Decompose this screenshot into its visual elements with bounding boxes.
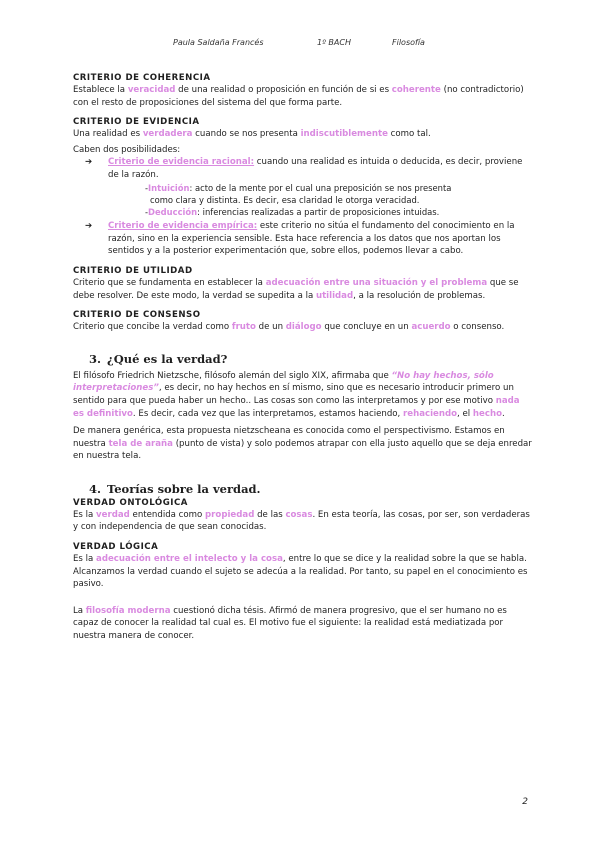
keyword: veracidad: [127, 85, 176, 95]
keyword-link: Criterio de evidencia racional:: [108, 157, 255, 168]
keyword: tela de araña: [108, 438, 173, 449]
section-4-title: 4. Teorías sobre la verdad.: [89, 481, 261, 496]
paragraph-perspectivismo: De manera genérica, esta propuesta nietzscheana es conocida como el perspectivismo. Estamos en nuestra tela de araña (punto de vista) y solo podemos atrapar con ella justo aquello que se deja enredar en nuestra tela.: [73, 426, 532, 462]
header-subject: Filosofía: [392, 38, 425, 47]
header-course: 1º BACH: [317, 38, 351, 47]
section-3-title: 3. ¿Qué es la verdad?: [89, 351, 228, 366]
heading-evidencia: CRITERIO DE EVIDENCIA: [73, 117, 200, 128]
keyword: utilidad: [315, 290, 354, 301]
paragraph-nietzsche: El filósofo Friedrich Nietzsche, filósofo alemán del siglo XIX, afirmaba que “No hay hechos, sólo interpretaciones”, es decir, no hay hechos en sí mismo, sino que es necesario introducir primero un sentido para que pueda haber un hecho.. Las cosas son como las interpretamos y por ese motivo nada es definitivo. Es decir, cada vez que las interpretamos, estamos haciendo, rehaciendo, el hecho.: [73, 370, 520, 419]
paragraph-logica: Es la adecuación entre el intelecto y la cosa, entre lo que se dice y la realidad sobre la que se habla. Alcanzamos la verdad cuando el sujeto se adecúa a la realidad. Por tanto, su papel en el conocimiento es pasivo.: [73, 554, 528, 590]
arrow-icon: ➔: [85, 221, 93, 232]
keyword: filosofía moderna: [85, 605, 171, 616]
sub-intuicion: -Intuición: acto de la mente por el cual una preposición se nos presenta como clara y distinta. Es decir, esa claridad le otorga veracidad.: [145, 182, 452, 205]
keyword-link: Criterio de evidencia empírica:: [108, 221, 258, 232]
keyword: fruto: [231, 322, 256, 333]
page-header: [0, 38, 600, 52]
paragraph-posibilidades: Caben dos posibilidades:: [73, 144, 181, 155]
heading-utilidad: CRITERIO DE UTILIDAD: [73, 265, 193, 276]
page-number: 2: [522, 797, 528, 807]
paragraph-consenso: Criterio que concibe la verdad como fruto de un diálogo que concluye en un acuerdo o consenso.: [73, 322, 505, 333]
keyword: cosas: [285, 509, 313, 520]
heading-logica: VERDAD LÓGICA: [73, 542, 159, 553]
keyword: indiscutiblemente: [300, 129, 388, 140]
keyword: diálogo: [285, 322, 322, 333]
paragraph-utilidad: Criterio que se fundamenta en establecer la adecuación entre una situación y el problema que se debe resolver. De este modo, la verdad se supedita a la utilidad, a la resolución de problemas.: [73, 277, 519, 301]
keyword: Intuición: [148, 182, 190, 193]
keyword: rehaciendo: [403, 408, 458, 419]
paragraph-evidencia: Una realidad es verdadera cuando se nos presenta indiscutiblemente como tal.: [73, 129, 431, 140]
sub-deduccion: -Deducción: inferencias realizadas a partir de proposiciones intuidas.: [145, 206, 440, 217]
paragraph-ontologica: Es la verdad entendida como propiedad de las cosas. En esta teoría, las cosas, por ser, son verdaderas y con independencia de que sean conocidas.: [73, 509, 530, 533]
arrow-icon: ➔: [85, 157, 93, 168]
keyword: verdad: [96, 509, 130, 520]
keyword: Deducción: [148, 206, 198, 217]
keyword: acuerdo: [411, 322, 451, 333]
keyword: coherente: [391, 85, 441, 95]
paragraph-coherencia: Establece la veracidad de una realidad o proposición en función de si es coherente (no contradictorio) con el resto de proposiciones del sistema del que forma parte.: [73, 85, 524, 108]
heading-coherencia: CRITERIO DE COHERENCIA: [73, 73, 211, 83]
quote: “No hay hechos, sólo interpretaciones”: [73, 370, 494, 394]
bullet-empirica: ➔ Criterio de evidencia empírica: este criterio no sitúa el fundamento del conocimiento en la razón, sino en la experiencia sensible. Esta hace referencia a los datos que nos aportan los sentidos y a la posterior experimentación que, sobre ellos, podemos llevar a cabo.: [85, 221, 515, 257]
keyword: adecuación entre una situación y el problema: [265, 277, 488, 288]
page-content: [73, 72, 533, 643]
keyword: adecuación entre el intelecto y la cosa: [96, 554, 283, 565]
keyword: propiedad: [205, 509, 255, 520]
heading-consenso: CRITERIO DE CONSENSO: [73, 310, 201, 321]
keyword: hecho: [472, 408, 502, 419]
bullet-racional: ➔ Criterio de evidencia racional: cuando una realidad es intuida o deducida, es decir, proviene de la razón.: [85, 157, 523, 180]
keyword: verdadera: [142, 129, 193, 140]
header-author: Paula Saldaña Francés: [173, 38, 264, 47]
heading-ontologica: VERDAD ONTOLÓGICA: [73, 497, 188, 508]
keyword: nada es definitivo: [73, 395, 520, 419]
paragraph-filosofia-moderna: La filosofía moderna cuestionó dicha tésis. Afirmó de manera progresivo, que el ser humano no es capaz de conocer la realidad tal cual es. El motivo fue el siguiente: la realidad está mediatizada por nuestra manera de conocer.: [73, 605, 507, 642]
